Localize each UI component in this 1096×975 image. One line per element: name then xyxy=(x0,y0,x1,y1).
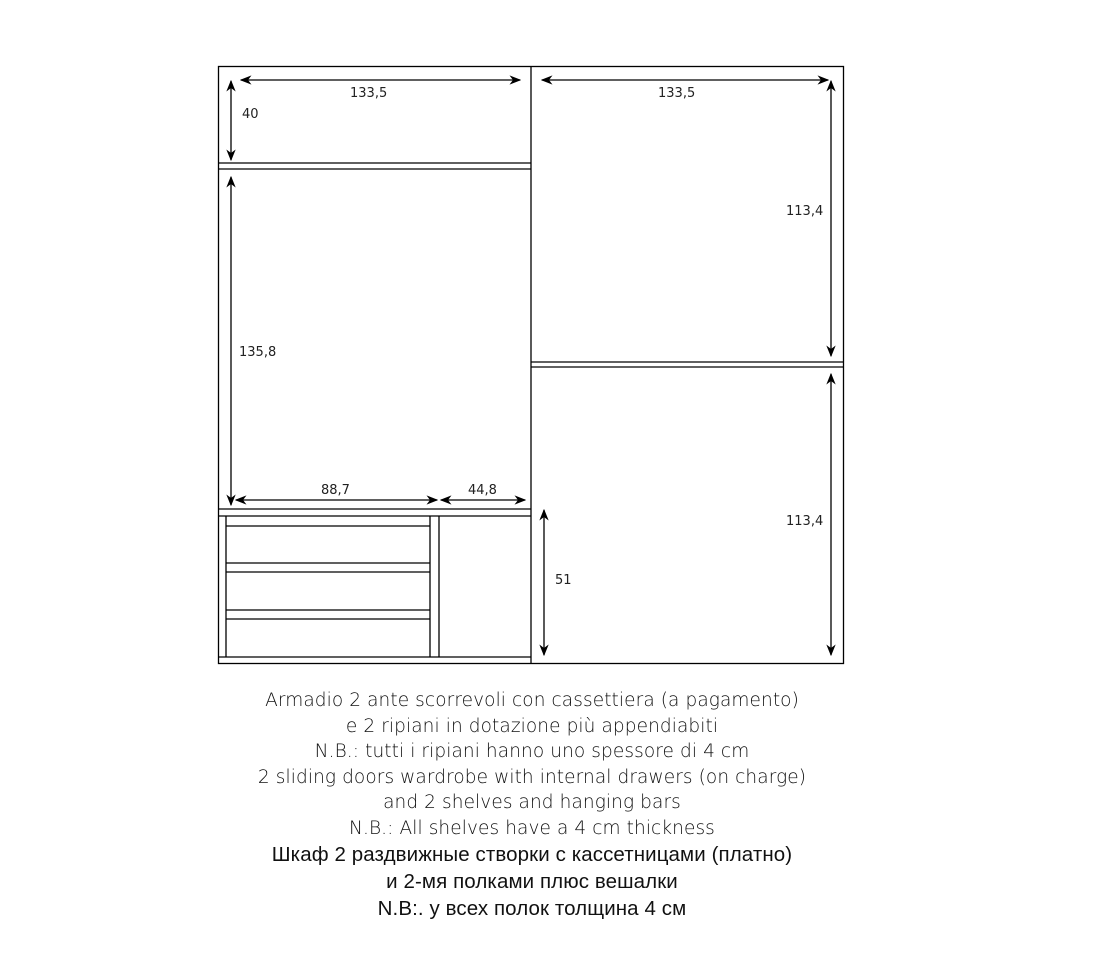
caption-line-ru-1: Шкаф 2 раздвижные створки с кассетницами (платно) xyxy=(271,843,793,866)
caption-line-en-2: and 2 shelves and hanging bars xyxy=(383,792,681,813)
caption xyxy=(0,688,1064,922)
dim-side-width: 44,8 xyxy=(468,483,497,498)
dim-drawer-height: 51 xyxy=(555,573,572,588)
dim-left-middle-height: 135,8 xyxy=(239,345,277,360)
caption-line-it-3: N.B.: tutti i ripiani hanno uno spessore di 4 cm xyxy=(314,741,750,762)
dim-right-upper-height: 113,4 xyxy=(786,204,824,219)
dim-drawer-width: 88,7 xyxy=(321,483,350,498)
dim-right-lower-height: 113,4 xyxy=(786,514,824,529)
dim-top-left-height: 40 xyxy=(242,107,259,122)
right-shelf xyxy=(531,362,843,367)
caption-line-en-3: N.B.: All shelves have a 4 cm thickness xyxy=(349,817,715,839)
caption-line-ru-3: N.B:. у всех полок толщина 4 см xyxy=(377,897,687,920)
drawer-unit xyxy=(226,516,439,657)
caption-line-ru-2: и 2-мя полками плюс вешалки xyxy=(386,870,678,893)
left-top-shelf xyxy=(218,163,531,169)
dim-top-left-width: 133,5 xyxy=(350,86,388,101)
dim-top-right-width: 133,5 xyxy=(658,86,696,101)
caption-line-it-2: e 2 ripiani in dotazione più appendiabiti xyxy=(345,715,719,737)
caption-line-en-1: 2 sliding doors wardrobe with internal drawers (on charge) xyxy=(257,766,807,788)
caption-line-it-1: Armadio 2 ante scorrevoli con cassettiera (a pagamento) xyxy=(265,690,799,711)
left-lower-shelf xyxy=(218,509,531,516)
